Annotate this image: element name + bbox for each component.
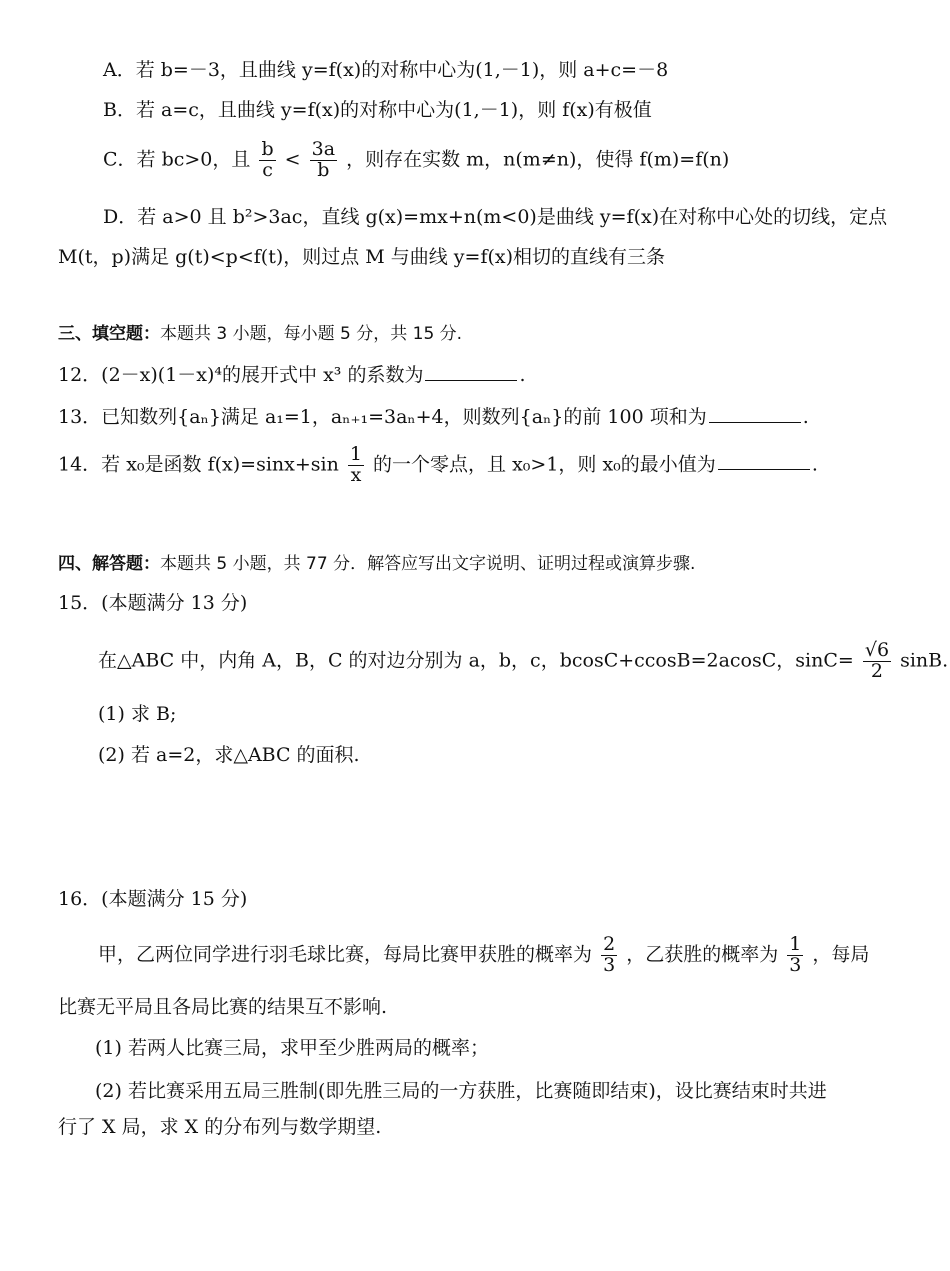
question-13-text: 13．已知数列{aₙ}满足 a₁=1，aₙ₊₁=3aₙ+4，则数列{aₙ}的前 100 项和为 (58, 406, 707, 428)
section-3-title: 三、填空题： (58, 324, 160, 344)
question-16-header: 16．(本题满分 15 分) (58, 888, 248, 910)
fraction-denominator: 3 (789, 953, 802, 976)
question-16-part-2-line2: 行了 X 局，求 X 的分布列与数学期望. (58, 1116, 382, 1138)
fraction-numerator: 2 (603, 933, 616, 955)
section-3-desc: 本题共 3 小题，每小题 5 分，共 15 分. (160, 324, 463, 344)
option-b: B．若 a=c，且曲线 y=f(x)的对称中心为(1,－1)，则 f(x)有极值 (103, 99, 652, 121)
section-4-title: 四、解答题： (58, 554, 160, 574)
question-15-fraction-root6-over-2 (863, 641, 891, 682)
question-14-end: . (811, 453, 818, 476)
option-c-fraction-b-over-c (259, 140, 275, 181)
question-12 (58, 364, 526, 387)
question-13-end: . (802, 406, 809, 428)
question-15-stem (98, 641, 948, 682)
question-16-fraction-2-over-3 (601, 935, 617, 976)
question-16-stem-line2: 比赛无平局且各局比赛的结果互不影响. (58, 996, 388, 1018)
question-14-post: 的一个零点，且 x₀>1，则 x₀的最小值为 (373, 453, 716, 476)
option-c-post: ，则存在实数 m，n(m≠n)，使得 f(m)=f(n) (346, 148, 730, 171)
option-d-line2: M(t，p)满足 g(t)<p<f(t)，则过点 M 与曲线 y=f(x)相切的直线有三条 (58, 246, 666, 268)
fraction-numerator: 1 (789, 933, 802, 955)
question-16-stem-pre: 甲，乙两位同学进行羽毛球比赛，每局比赛甲获胜的概率为 (98, 943, 593, 966)
option-c-fraction-3a-over-b (310, 140, 337, 181)
question-14-fraction-1-over-x (348, 445, 364, 486)
fraction-denominator: 3 (603, 953, 616, 976)
fraction-denominator: b (317, 158, 330, 181)
fraction-numerator: b (261, 138, 274, 160)
question-15-header: 15．(本题满分 13 分) (58, 592, 248, 614)
answer-blank (709, 406, 801, 423)
answer-blank (718, 453, 810, 470)
question-14 (58, 445, 818, 486)
question-16-stem-post: ，每局 (812, 943, 870, 966)
question-14-pre: 14．若 x₀是函数 f(x)=sinx+sin (58, 453, 339, 476)
fraction-denominator: c (262, 158, 273, 181)
question-12-end: . (519, 364, 526, 386)
question-15-part-1: (1) 求 B; (98, 703, 177, 725)
question-16-stem (98, 935, 869, 976)
question-15-stem-post: sinB. (900, 649, 949, 672)
section-3-heading (58, 324, 462, 344)
option-a: A．若 b=－3，且曲线 y=f(x)的对称中心为(1,－1)，则 a+c=－8 (103, 59, 669, 81)
question-16-part-2-line1: (2) 若比赛采用五局三胜制(即先胜三局的一方获胜，比赛随即结束)，设比赛结束时共进 (95, 1080, 827, 1102)
fraction-numerator: 3a (311, 138, 336, 160)
question-16-stem-mid: ，乙获胜的概率为 (626, 943, 779, 966)
question-15-stem-pre: 在△ABC 中，内角 A，B，C 的对边分别为 a，b，c，bcosC+ccosB=2acosC，sinC= (98, 649, 854, 672)
option-d-line1: D．若 a>0 且 b²>3ac，直线 g(x)=mx+n(m<0)是曲线 y=f(x)在对称中心处的切线，定点 (103, 206, 888, 228)
option-c-pre: C．若 bc>0，且 (103, 148, 251, 171)
question-16-part-1: (1) 若两人比赛三局，求甲至少胜两局的概率； (95, 1037, 489, 1059)
fraction-denominator: 2 (870, 659, 883, 682)
section-4-desc: 本题共 5 小题，共 77 分．解答应写出文字说明、证明过程或演算步骤. (160, 554, 696, 574)
option-c (103, 140, 729, 181)
question-13 (58, 406, 809, 429)
answer-blank (425, 364, 517, 381)
question-16-fraction-1-over-3 (787, 935, 803, 976)
question-12-text: 12．(2－x)(1－x)⁴的展开式中 x³ 的系数为 (58, 364, 424, 386)
question-15-part-2: (2) 若 a=2，求△ABC 的面积. (98, 744, 360, 766)
fraction-denominator: x (350, 463, 362, 486)
fraction-numerator: 1 (349, 443, 362, 465)
fraction-numerator: √6 (864, 639, 890, 661)
section-4-heading (58, 554, 695, 574)
option-c-less-than: < (284, 148, 301, 171)
